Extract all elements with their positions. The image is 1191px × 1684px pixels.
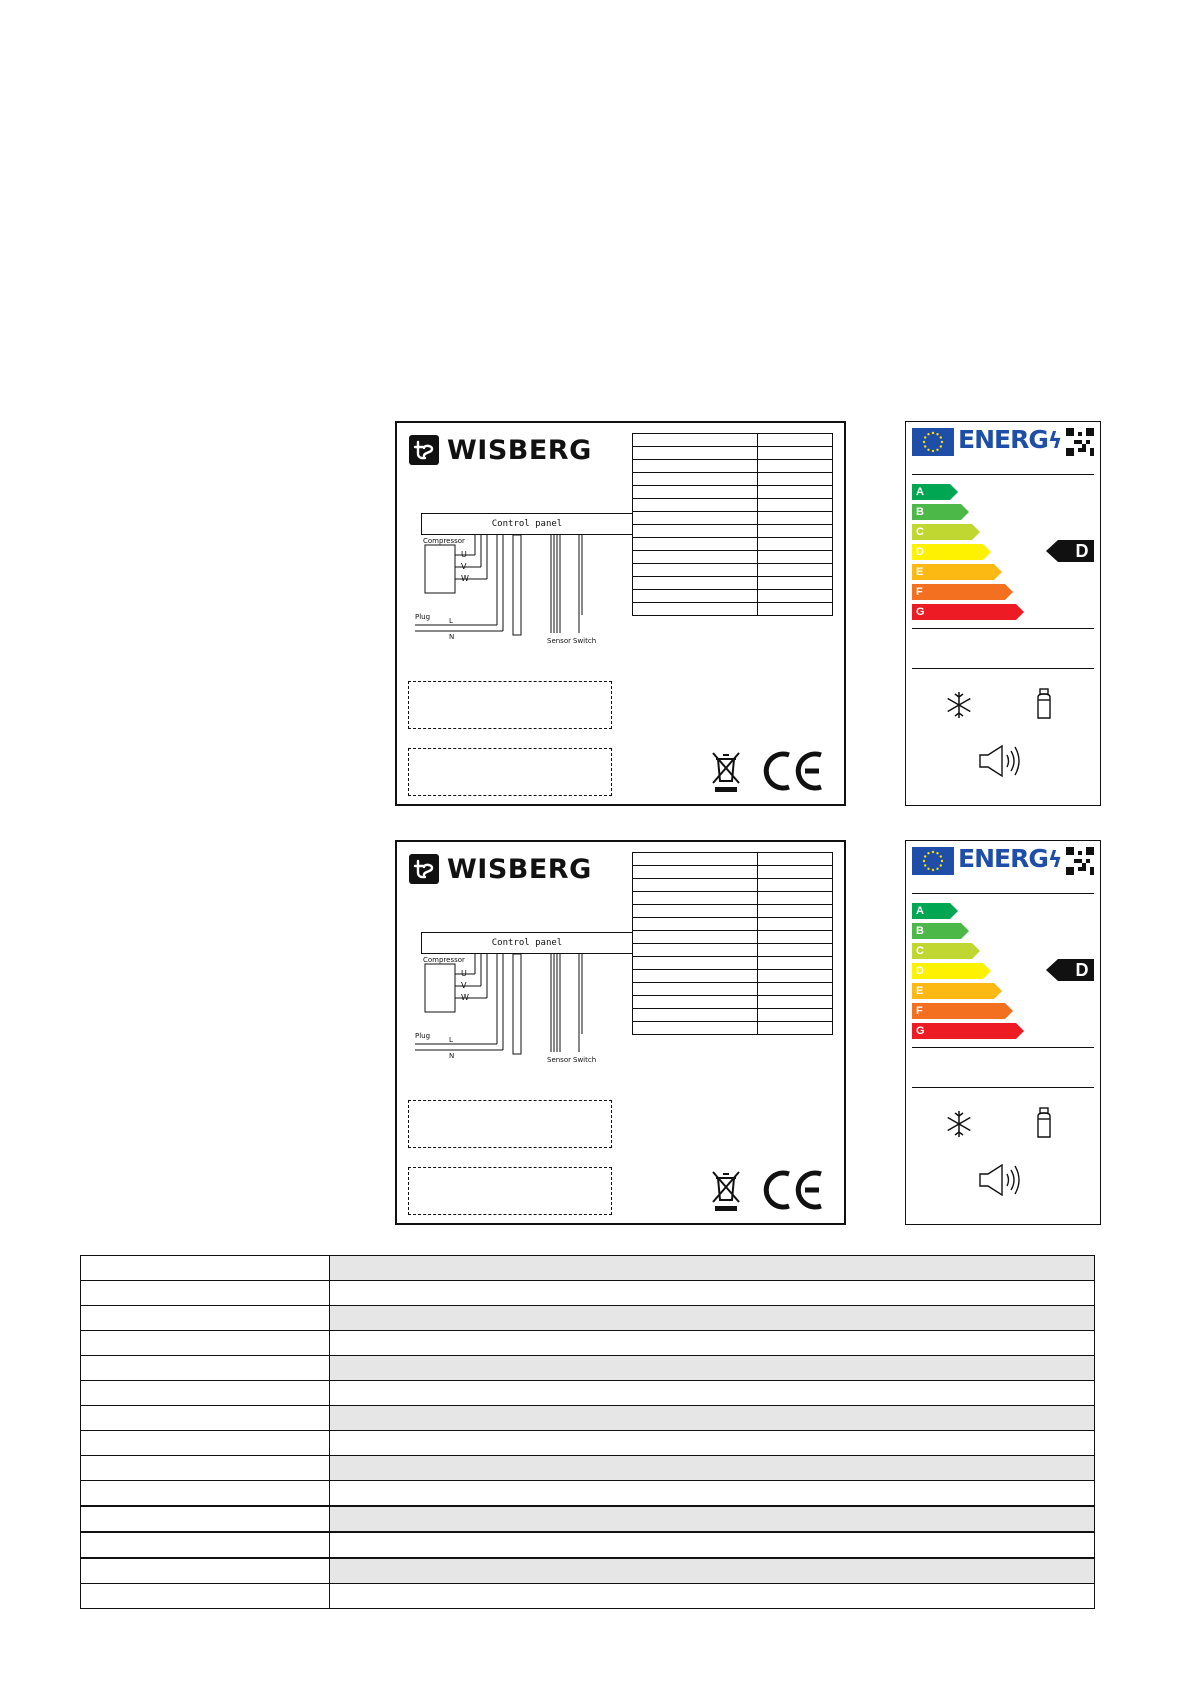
- energy-class-label: D: [916, 546, 924, 558]
- table-cell-key: [81, 1558, 330, 1584]
- plate-table-row: [633, 957, 833, 970]
- divider: [912, 1087, 1094, 1088]
- plate-table-row: [633, 525, 833, 538]
- energy-title: ENERGϟ: [958, 425, 1062, 454]
- wiring-diagram: [415, 535, 635, 655]
- plug-label: Plug: [415, 613, 431, 621]
- energy-class-label: C: [916, 945, 924, 957]
- table-row: [81, 1356, 1095, 1381]
- plate-table-row: [633, 512, 833, 525]
- plate-table-row: [633, 564, 833, 577]
- table-cell-value: [330, 1558, 1095, 1584]
- table-row: [81, 1481, 1095, 1507]
- eu-flag-icon: [912, 847, 954, 875]
- energy-label-2: [905, 840, 1101, 1225]
- table-cell-value: [330, 1281, 1095, 1306]
- plate-table-row: [633, 944, 833, 957]
- plate-table-row: [633, 996, 833, 1009]
- energy-class-label: A: [916, 905, 924, 917]
- table-row: [81, 1381, 1095, 1406]
- divider: [912, 893, 1094, 894]
- compressor-label: Compressor: [423, 956, 465, 964]
- energy-class-arrow: [912, 963, 991, 979]
- snowflake-icon: [944, 690, 974, 720]
- control-panel-label: Control panel: [491, 938, 563, 948]
- plate-spec-table: [632, 433, 833, 616]
- table-cell-key: [81, 1306, 330, 1331]
- table-cell-value: [330, 1481, 1095, 1507]
- energy-class-label: G: [916, 1025, 925, 1037]
- energy-class-label: F: [916, 586, 923, 598]
- table-cell-key: [81, 1256, 330, 1281]
- energy-class-label: E: [916, 985, 924, 997]
- sensor-label: Sensor: [547, 1056, 571, 1064]
- brand-name: WISBERG: [447, 853, 592, 885]
- plate-table-row: [633, 434, 833, 447]
- brand-logo-mark-icon: [409, 435, 439, 465]
- plate-table-row: [633, 473, 833, 486]
- barcode-box: [408, 748, 612, 796]
- table-row: [81, 1406, 1095, 1431]
- table-cell-value: [330, 1256, 1095, 1281]
- energy-rating-value: D: [1075, 541, 1089, 561]
- plate-table-row: [633, 866, 833, 879]
- energy-class-label: B: [916, 925, 924, 937]
- table-cell-value: [330, 1356, 1095, 1381]
- plate-table-row: [633, 853, 833, 866]
- brand-name: WISBERG: [447, 434, 592, 466]
- phase-label: U: [461, 550, 467, 559]
- plate-table-row: [633, 1022, 833, 1035]
- qr-code-icon: [1066, 427, 1094, 457]
- table-cell-key: [81, 1481, 330, 1507]
- energy-class-arrow: [912, 524, 980, 540]
- energy-class-arrow: [912, 923, 969, 939]
- energy-class-label: E: [916, 566, 924, 578]
- line-label: L: [449, 617, 453, 625]
- serial-number-box: [408, 681, 612, 729]
- energy-class-label: F: [916, 1005, 923, 1017]
- energy-rating-value: D: [1075, 960, 1089, 980]
- energy-class-arrow: [912, 564, 1002, 580]
- table-row: [81, 1456, 1095, 1481]
- weee-bin-icon: [709, 749, 743, 793]
- table-cell-value: [330, 1381, 1095, 1406]
- table-cell-key: [81, 1331, 330, 1356]
- plate-table-row: [633, 577, 833, 590]
- table-cell-value: [330, 1506, 1095, 1532]
- table-cell-value: [330, 1431, 1095, 1456]
- phase-label: V: [461, 562, 467, 571]
- energy-class-arrow: [912, 1003, 1013, 1019]
- table-cell-key: [81, 1584, 330, 1609]
- control-panel-box: [421, 932, 633, 954]
- table-row: [81, 1532, 1095, 1558]
- energy-label-1: [905, 421, 1101, 806]
- plate-table-row: [633, 603, 833, 616]
- plate-table-row: [633, 905, 833, 918]
- divider: [912, 628, 1094, 629]
- plug-label: Plug: [415, 1032, 431, 1040]
- energy-class-label: A: [916, 486, 924, 498]
- table-row: [81, 1281, 1095, 1306]
- table-cell-value: [330, 1584, 1095, 1609]
- table-row: [81, 1256, 1095, 1281]
- ce-mark-icon: [763, 1168, 825, 1212]
- energy-class-label: B: [916, 506, 924, 518]
- table-cell-key: [81, 1532, 330, 1558]
- plate-table-row: [633, 590, 833, 603]
- plate-table-row: [633, 879, 833, 892]
- energy-class-arrow: [912, 604, 1024, 620]
- table-cell-key: [81, 1506, 330, 1532]
- compressor-label: Compressor: [423, 537, 465, 545]
- rating-plate-2: [395, 840, 846, 1225]
- table-cell-value: [330, 1406, 1095, 1431]
- wiring-diagram: [415, 954, 635, 1074]
- plate-spec-table: [632, 852, 833, 1035]
- energy-class-arrow: [912, 943, 980, 959]
- rating-plate-1: [395, 421, 846, 806]
- neutral-label: N: [449, 633, 455, 641]
- brand-logo: [409, 854, 592, 884]
- plate-table-row: [633, 983, 833, 996]
- plate-table-row: [633, 931, 833, 944]
- energy-class-arrow: [912, 584, 1013, 600]
- table-cell-value: [330, 1331, 1095, 1356]
- table-row: [81, 1331, 1095, 1356]
- plate-table-row: [633, 538, 833, 551]
- energy-class-arrow: [912, 544, 991, 560]
- table-row: [81, 1558, 1095, 1584]
- brand-logo: [409, 435, 592, 465]
- control-panel-box: [421, 513, 633, 535]
- brand-logo-mark-icon: [409, 854, 439, 884]
- phase-label: W: [461, 574, 469, 583]
- table-row: [81, 1431, 1095, 1456]
- table-cell-key: [81, 1381, 330, 1406]
- energy-class-arrow: [912, 1023, 1024, 1039]
- snowflake-icon: [944, 1109, 974, 1139]
- serial-number-box: [408, 1100, 612, 1148]
- energy-class-label: D: [916, 965, 924, 977]
- table-cell-value: [330, 1306, 1095, 1331]
- sensor-label: Sensor: [547, 637, 571, 645]
- table-row: [81, 1506, 1095, 1532]
- plate-table-row: [633, 499, 833, 512]
- energy-class-arrow: [912, 983, 1002, 999]
- switch-label: Switch: [573, 1056, 597, 1064]
- phase-label: W: [461, 993, 469, 1002]
- bottle-icon: [1036, 688, 1052, 720]
- weee-bin-icon: [709, 1168, 743, 1212]
- energy-class-label: G: [916, 606, 925, 618]
- neutral-label: N: [449, 1052, 455, 1060]
- energy-class-arrow: [912, 903, 958, 919]
- line-label: L: [449, 1036, 453, 1044]
- barcode-box: [408, 1167, 612, 1215]
- table-cell-value: [330, 1456, 1095, 1481]
- table-row: [81, 1584, 1095, 1609]
- switch-label: Switch: [573, 637, 597, 645]
- plate-table-row: [633, 460, 833, 473]
- phase-label: V: [461, 981, 467, 990]
- plate-table-row: [633, 447, 833, 460]
- plate-table-row: [633, 1009, 833, 1022]
- plate-table-row: [633, 551, 833, 564]
- table-cell-key: [81, 1456, 330, 1481]
- plate-table-row: [633, 970, 833, 983]
- eu-flag-icon: [912, 428, 954, 456]
- table-row: [81, 1306, 1095, 1331]
- speaker-icon: [978, 1163, 1026, 1197]
- divider: [912, 1047, 1094, 1048]
- table-cell-key: [81, 1356, 330, 1381]
- energy-class-arrow: [912, 484, 958, 500]
- energy-class-arrow: [912, 504, 969, 520]
- spec-table: [80, 1255, 1095, 1609]
- plate-table-row: [633, 486, 833, 499]
- energy-title: ENERGϟ: [958, 844, 1062, 873]
- plate-table-row: [633, 918, 833, 931]
- table-cell-key: [81, 1431, 330, 1456]
- plate-table-row: [633, 892, 833, 905]
- bottle-icon: [1036, 1107, 1052, 1139]
- energy-class-label: C: [916, 526, 924, 538]
- table-cell-value: [330, 1532, 1095, 1558]
- ce-mark-icon: [763, 749, 825, 793]
- qr-code-icon: [1066, 846, 1094, 876]
- control-panel-label: Control panel: [491, 519, 563, 529]
- table-cell-key: [81, 1281, 330, 1306]
- divider: [912, 668, 1094, 669]
- table-cell-key: [81, 1406, 330, 1431]
- speaker-icon: [978, 744, 1026, 778]
- divider: [912, 474, 1094, 475]
- phase-label: U: [461, 969, 467, 978]
